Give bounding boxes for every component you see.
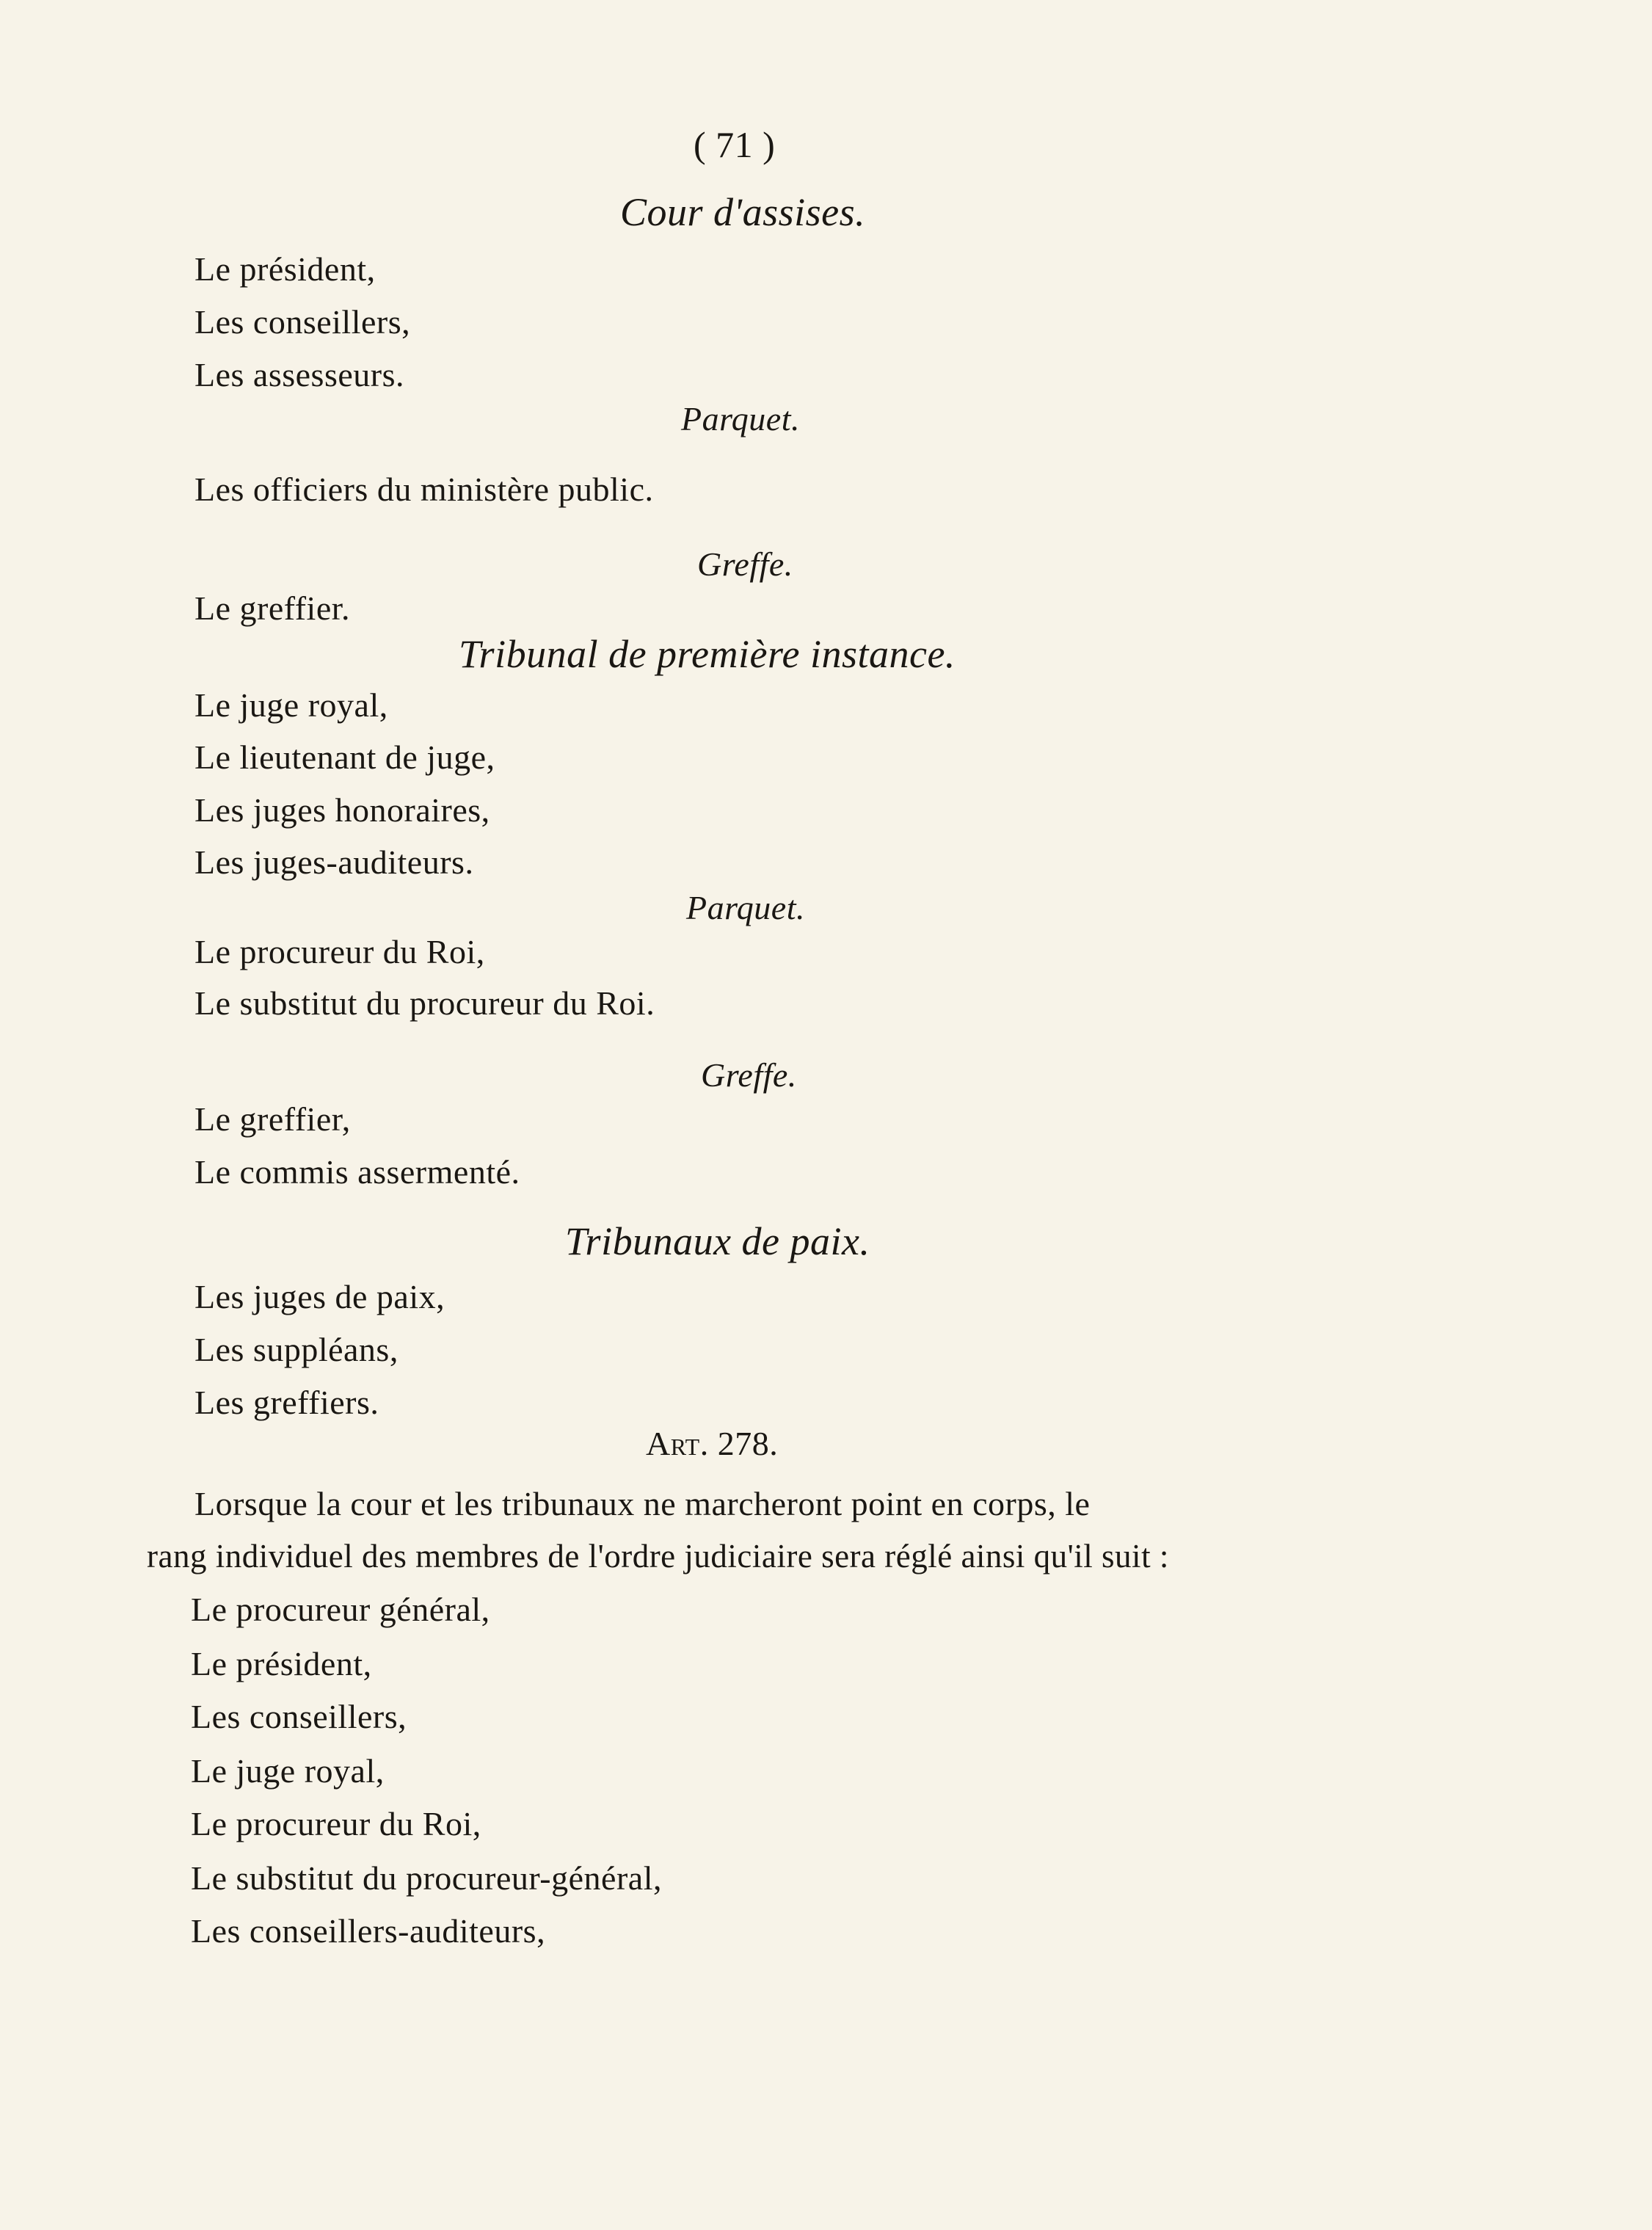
list-item: Le greffier. — [194, 589, 351, 627]
heading-tribunaux-paix: Tribunaux de paix. — [565, 1219, 870, 1263]
list-item: Les conseillers, — [191, 1698, 407, 1735]
heading-parquet: Parquet. — [681, 400, 800, 437]
heading-tribunal-premiere-instance: Tribunal de première instance. — [459, 632, 956, 676]
list-item: Le greffier, — [194, 1100, 351, 1138]
article-label: Art. 278. — [646, 1425, 779, 1462]
list-item: Le procureur général, — [191, 1591, 490, 1628]
list-item: Les suppléans, — [194, 1331, 399, 1368]
list-item: Les juges honoraires, — [194, 791, 490, 829]
heading-greffe: Greffe. — [697, 545, 793, 583]
list-item: Les assesseurs. — [194, 356, 404, 393]
heading-greffe: Greffe. — [701, 1056, 797, 1094]
heading-cour-assises: Cour d'assises. — [620, 190, 866, 234]
list-item: Les conseillers-auditeurs, — [191, 1912, 546, 1950]
list-item: Le président, — [191, 1645, 372, 1682]
heading-parquet: Parquet. — [686, 889, 805, 926]
list-item: Les juges de paix, — [194, 1278, 445, 1315]
list-item: Le commis assermenté. — [194, 1153, 520, 1191]
list-item: Le substitut du procureur du Roi. — [194, 984, 655, 1022]
article-text-line: Lorsque la cour et les tribunaux ne marcheront point en corps, le — [194, 1485, 1091, 1522]
list-item: Les conseillers, — [194, 303, 411, 341]
list-item: Le président, — [194, 250, 376, 288]
list-item: Le juge royal, — [191, 1752, 385, 1790]
list-item: Les greffiers. — [194, 1384, 379, 1421]
list-item: Les juges-auditeurs. — [194, 843, 474, 881]
list-item: Le procureur du Roi, — [191, 1805, 481, 1842]
article-text-line: rang individuel des membres de l'ordre judiciaire sera réglé ainsi qu'il suit : — [147, 1538, 1169, 1575]
list-item: Les officiers du ministère public. — [194, 471, 654, 508]
list-item: Le juge royal, — [194, 686, 388, 724]
list-item: Le procureur du Roi, — [194, 933, 485, 970]
list-item: Le lieutenant de juge, — [194, 738, 495, 776]
page-number: ( 71 ) — [694, 124, 776, 165]
list-item: Le substitut du procureur-général, — [191, 1859, 662, 1897]
